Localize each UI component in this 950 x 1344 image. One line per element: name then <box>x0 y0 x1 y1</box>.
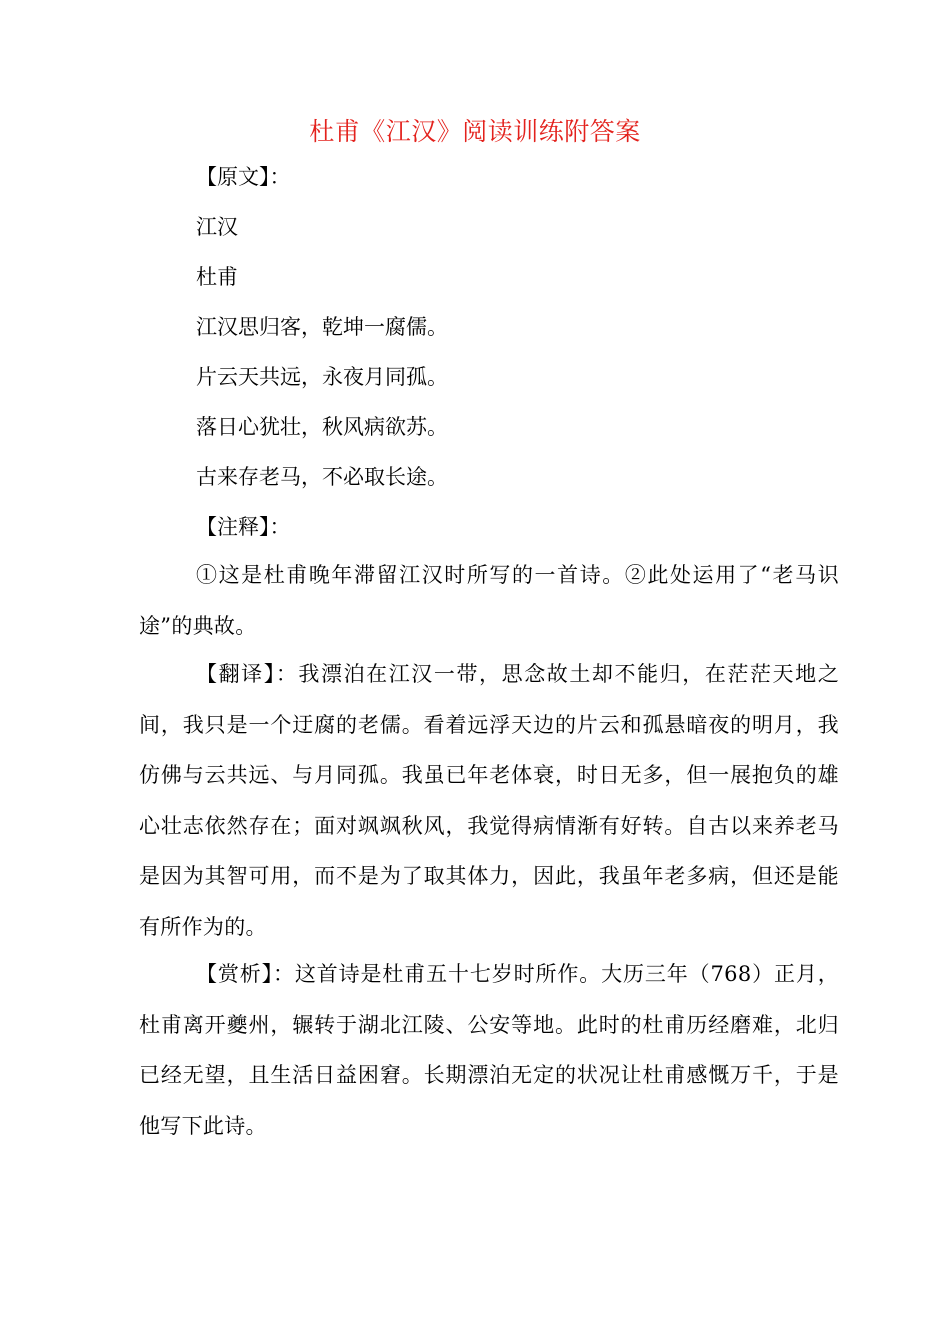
poem-line-1: 江汉思归客，乾坤一腐儒。 <box>196 315 448 339</box>
poem-line-2: 片云天共远，永夜月同孤。 <box>196 365 448 389</box>
document-title: 杜甫《江汉》阅读训练附答案 <box>309 117 641 146</box>
poem-line-4: 古来存老马，不必取长途。 <box>196 465 448 489</box>
notes-heading: 【注释】： <box>196 515 291 539</box>
poem-author: 杜甫 <box>196 265 238 289</box>
translation-paragraph <box>139 649 839 952</box>
original-text-heading: 【原文】： <box>196 165 291 189</box>
poem-title: 江汉 <box>196 215 238 239</box>
translation-text: 我漂泊在江汉一带，思念故土却不能归，在茫茫天地之间，我只是一个迂腐的老儒。看着远浮天边的片云和孤悬暗夜的明月，我仿佛与云共远、与月同孤。我虽已年老体衰，时日无多，但一展抱负的雄心壮志依然存在；面对飒飒秋风，我觉得病情渐有好转。自古以来养老马是因为其智可用，而不是为了取其体力，因此，我虽年老多病，但还是能有所作为的。 <box>139 662 840 939</box>
poem-line-3: 落日心犹壮，秋风病欲苏。 <box>196 415 448 439</box>
appreciation-paragraph <box>139 949 839 1151</box>
appreciation-text: 这首诗是杜甫五十七岁时所作。大历三年（768）正月，杜甫离开夔州，辗转于湖北江陵、公安等地。此时的杜甫历经磨难，北归已经无望，且生活日益困窘。长期漂泊无定的状况让杜甫感慨万千，于是他写下此诗。 <box>139 962 840 1138</box>
notes-paragraph: ①这是杜甫晚年滞留江汉时所写的一首诗。②此处运用了“老马识途”的典故。 <box>139 563 839 638</box>
appreciation-label: 【赏析】： <box>196 962 295 986</box>
translation-label: 【翻译】： <box>196 662 299 686</box>
